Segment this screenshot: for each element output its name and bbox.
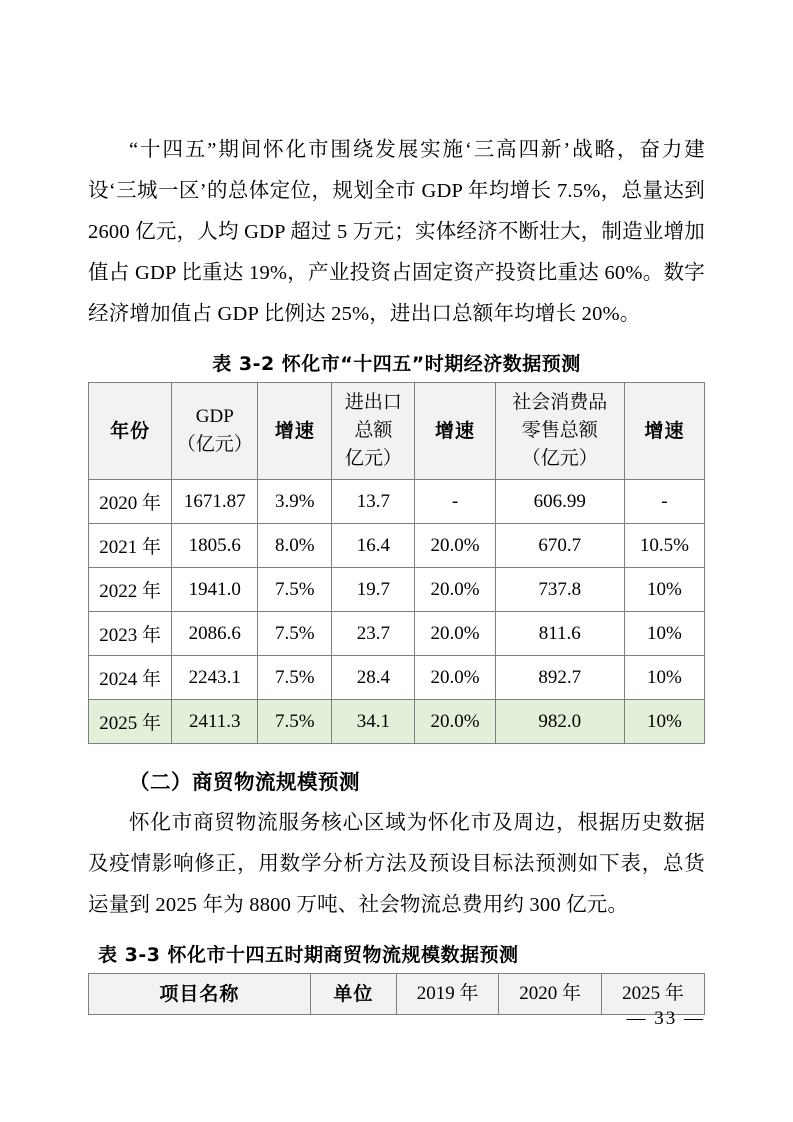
header-ie-growth: 增速 bbox=[415, 383, 495, 480]
cell-retail-growth: - bbox=[624, 480, 704, 524]
cell-retail: 670.7 bbox=[495, 524, 624, 568]
header-year-2020: 2020 年 bbox=[499, 974, 602, 1015]
header-year: 年份 bbox=[89, 383, 172, 480]
cell-year: 2023 年 bbox=[89, 612, 172, 656]
cell-ie-growth: 20.0% bbox=[415, 612, 495, 656]
table-row bbox=[89, 656, 705, 700]
header-retail-growth: 增速 bbox=[624, 383, 704, 480]
header-year-2025: 2025 年 bbox=[602, 974, 705, 1015]
header-gdp-line2: （亿元） bbox=[176, 434, 253, 455]
cell-year: 2022 年 bbox=[89, 568, 172, 612]
table-logistics-forecast bbox=[88, 973, 705, 1015]
header-retail-line2: 零售总额 bbox=[521, 420, 598, 441]
cell-ie-growth: 20.0% bbox=[415, 524, 495, 568]
header-unit: 单位 bbox=[310, 974, 396, 1015]
table-3-2-caption: 表 3-2 怀化市“十四五”时期经济数据预测 bbox=[212, 353, 581, 375]
cell-gdp: 1805.6 bbox=[172, 524, 258, 568]
cell-gdp: 2411.3 bbox=[172, 700, 258, 744]
table-economic-forecast bbox=[88, 382, 705, 744]
header-ie-line3: 亿元） bbox=[344, 448, 402, 469]
cell-gdp-growth: 7.5% bbox=[258, 612, 332, 656]
cell-year: 2024 年 bbox=[89, 656, 172, 700]
table-row bbox=[89, 524, 705, 568]
cell-retail: 982.0 bbox=[495, 700, 624, 744]
cell-retail-growth: 10% bbox=[624, 612, 704, 656]
cell-gdp-growth: 7.5% bbox=[258, 656, 332, 700]
cell-retail-growth: 10% bbox=[624, 656, 704, 700]
table-row bbox=[89, 480, 705, 524]
cell-import-export: 28.4 bbox=[332, 656, 415, 700]
page-number: — 33 — bbox=[626, 1008, 705, 1029]
paragraph-economic-overview: “十四五”期间怀化市围绕发展实施‘三高四新’战略，奋力建设‘三城一区’的总体定位，规划全市 GDP 年均增长 7.5%，总量达到 2600 亿元，人均 GDP 超过 5 万元；实体经济不断壮大，制造业增加值占 GDP 比重达 19%，产业投资占固定资产投资比重达 60%。数字经济增加值占 GDP 比例达 25%，进出口总额年均增长 20%。 bbox=[88, 139, 705, 325]
table-row bbox=[89, 568, 705, 612]
cell-retail: 811.6 bbox=[495, 612, 624, 656]
table-row bbox=[89, 612, 705, 656]
cell-retail: 892.7 bbox=[495, 656, 624, 700]
cell-import-export: 19.7 bbox=[332, 568, 415, 612]
cell-gdp: 1671.87 bbox=[172, 480, 258, 524]
cell-gdp-growth: 7.5% bbox=[258, 700, 332, 744]
cell-retail-growth: 10% bbox=[624, 568, 704, 612]
cell-retail-growth: 10% bbox=[624, 700, 704, 744]
cell-gdp-growth: 7.5% bbox=[258, 568, 332, 612]
cell-import-export: 13.7 bbox=[332, 480, 415, 524]
header-gdp bbox=[172, 383, 258, 480]
cell-gdp: 2086.6 bbox=[172, 612, 258, 656]
table-economic-forecast-body bbox=[89, 480, 705, 744]
table-header-row bbox=[89, 383, 705, 480]
header-project-name: 项目名称 bbox=[89, 974, 311, 1015]
cell-import-export: 23.7 bbox=[332, 612, 415, 656]
cell-year: 2020 年 bbox=[89, 480, 172, 524]
table-3-3-caption: 表 3-3 怀化市十四五时期商贸物流规模数据预测 bbox=[98, 944, 519, 966]
cell-ie-growth: 20.0% bbox=[415, 568, 495, 612]
cell-ie-growth: - bbox=[415, 480, 495, 524]
cell-gdp-growth: 8.0% bbox=[258, 524, 332, 568]
cell-import-export: 34.1 bbox=[332, 700, 415, 744]
cell-gdp: 2243.1 bbox=[172, 656, 258, 700]
cell-year: 2021 年 bbox=[89, 524, 172, 568]
cell-retail-growth: 10.5% bbox=[624, 524, 704, 568]
header-retail-line1: 社会消费品 bbox=[512, 392, 608, 413]
cell-gdp-growth: 3.9% bbox=[258, 480, 332, 524]
header-gdp-growth: 增速 bbox=[258, 383, 332, 480]
cell-retail: 606.99 bbox=[495, 480, 624, 524]
cell-year: 2025 年 bbox=[89, 700, 172, 744]
section-heading-logistics: （二）商贸物流规模预测 bbox=[129, 770, 360, 794]
header-retail bbox=[495, 383, 624, 480]
cell-ie-growth: 20.0% bbox=[415, 700, 495, 744]
header-gdp-line1: GDP bbox=[195, 406, 234, 427]
header-retail-line3: （亿元） bbox=[521, 448, 598, 469]
cell-gdp: 1941.0 bbox=[172, 568, 258, 612]
table-row bbox=[89, 700, 705, 744]
header-import-export bbox=[332, 383, 415, 480]
header-ie-line1: 进出口 bbox=[344, 392, 402, 413]
cell-import-export: 16.4 bbox=[332, 524, 415, 568]
paragraph-logistics-forecast: 怀化市商贸物流服务核心区域为怀化市及周边，根据历史数据及疫情影响修正，用数学分析方法及预设目标法预测如下表，总货运量到 2025 年为 8800 万吨、社会物流总费用约 300 亿元。 bbox=[88, 812, 705, 916]
cell-retail: 737.8 bbox=[495, 568, 624, 612]
cell-ie-growth: 20.0% bbox=[415, 656, 495, 700]
header-ie-line2: 总额 bbox=[354, 420, 393, 441]
header-year-2019: 2019 年 bbox=[397, 974, 499, 1015]
table-header-row bbox=[89, 974, 705, 1015]
